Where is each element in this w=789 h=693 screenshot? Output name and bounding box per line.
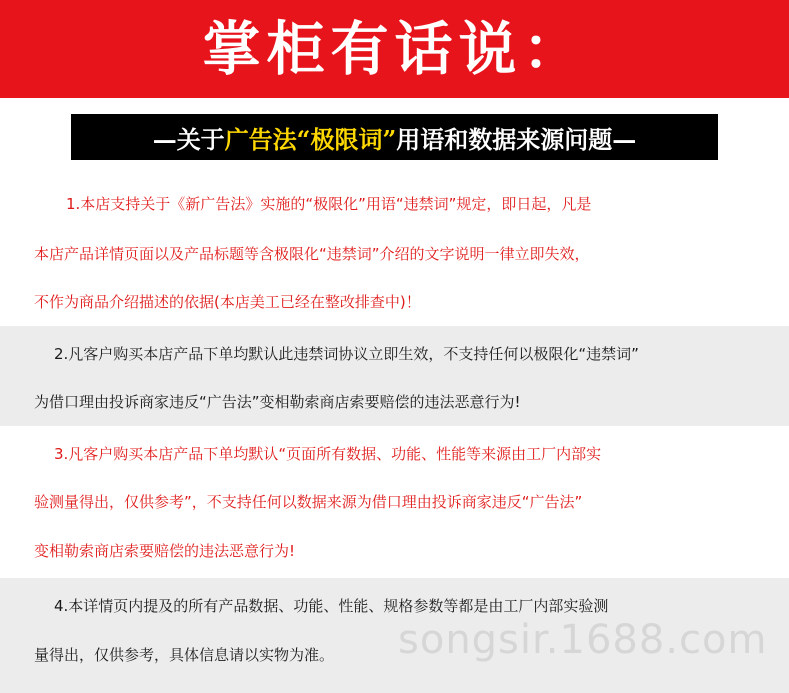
notice-section-1 xyxy=(0,178,789,326)
notice-4-line-1: 4.本详情页内提及的所有产品数据、功能、性能、规格参数等都是由工厂内部实验测 xyxy=(54,597,609,615)
notice-section-3 xyxy=(0,426,789,578)
subtitle-suffix: 用语和数据来源问题— xyxy=(396,124,637,154)
notice-4-line-2: 量得出，仅供参考，具体信息请以实物为准。 xyxy=(34,646,335,664)
subtitle-prefix: —关于 xyxy=(152,124,225,154)
notice-3-line-1: 3.凡客户购买本店产品下单均默认“页面所有数据、功能、性能等来源由工厂内部实 xyxy=(54,445,602,463)
page-title: 掌柜有话说： xyxy=(202,15,587,83)
notice-2-line-2: 为借口理由投诉商家违反“广告法”变相勒索商店索要赔偿的违法恶意行为! xyxy=(34,393,521,411)
notice-2-line-1: 2.凡客户购买本店产品下单均默认此违禁词协议立即生效，不支持任何以极限化“违禁词” xyxy=(54,345,639,363)
header-banner xyxy=(0,0,789,98)
subtitle-highlight: 广告法“极限词” xyxy=(224,124,397,154)
notice-3-line-2: 验测量得出，仅供参考”，不支持任何以数据来源为借口理由投诉商家违反“广告法” xyxy=(34,493,583,511)
notice-1-line-3: 不作为商品介绍描述的依据(本店美工已经在整改排查中)！ xyxy=(34,293,421,311)
subtitle-wrapper xyxy=(0,114,789,160)
watermark-url: songsir.1688.com xyxy=(398,617,768,663)
notice-section-2 xyxy=(0,326,789,426)
notice-1-line-1: 1.本店支持关于《新广告法》实施的“极限化”用语“违禁词”规定，即日起，凡是 xyxy=(66,195,592,213)
notice-1-line-2: 本店产品详情页面以及产品标题等含极限化“违禁词”介绍的文字说明一律立即失效， xyxy=(34,245,590,263)
subtitle-bar xyxy=(71,114,718,160)
notice-3-line-3: 变相勒索商店索要赔偿的违法恶意行为! xyxy=(34,542,296,560)
